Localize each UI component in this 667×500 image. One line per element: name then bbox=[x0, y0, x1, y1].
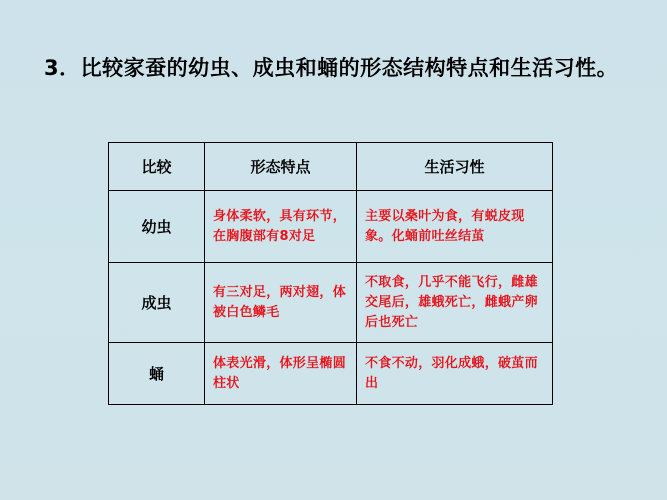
row-label-adult: 成虫 bbox=[109, 263, 205, 343]
cell-pupa-morphology: 体表光滑，体形呈椭圆柱状 bbox=[205, 343, 357, 405]
table-row bbox=[109, 191, 553, 263]
row-label-larva: 幼虫 bbox=[109, 191, 205, 263]
cell-adult-morphology: 有三对足，两对翅，体被白色鳞毛 bbox=[205, 263, 357, 343]
row-label-pupa: 蛹 bbox=[109, 343, 205, 405]
comparison-table bbox=[108, 142, 553, 405]
table-row bbox=[109, 343, 553, 405]
cell-adult-habits: 不取食，几乎不能飞行，雌雄交尾后，雄蛾死亡，雌蛾产卵后也死亡 bbox=[357, 263, 553, 343]
table-header-compare: 比较 bbox=[109, 143, 205, 191]
table-header-morphology: 形态特点 bbox=[205, 143, 357, 191]
page-title: 3．比较家蚕的幼虫、成虫和蛹的形态结构特点和生活习性。 bbox=[44, 56, 619, 80]
table-header-row bbox=[109, 143, 553, 191]
cell-larva-morphology: 身体柔软，具有环节，在胸腹部有8对足 bbox=[205, 191, 357, 263]
cell-pupa-habits: 不食不动，羽化成蛾，破茧而出 bbox=[357, 343, 553, 405]
table-row bbox=[109, 263, 553, 343]
table-header-habits: 生活习性 bbox=[357, 143, 553, 191]
comparison-table-container bbox=[108, 142, 552, 405]
cell-larva-habits: 主要以桑叶为食，有蜕皮现象。化蛹前吐丝结茧 bbox=[357, 191, 553, 263]
